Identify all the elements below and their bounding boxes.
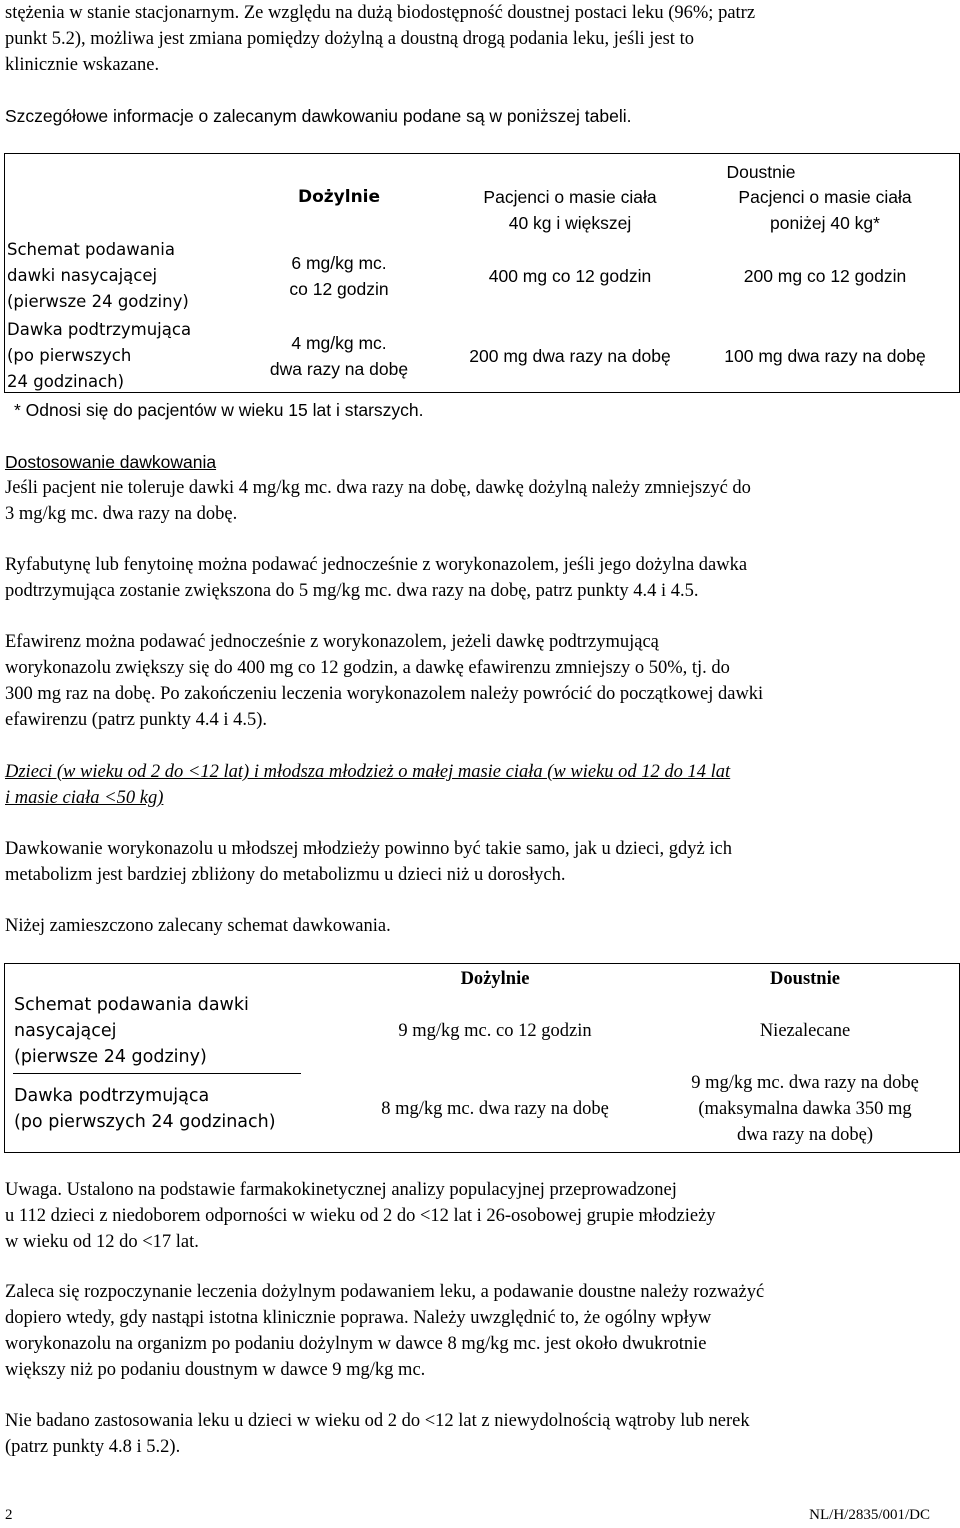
adjust-p3-line: Efawirenz można podawać jednocześnie z worykonazolem, jeżeli dawkę podtrzymującą xyxy=(5,632,659,652)
table1-row2-oral-40plus: 200 mg dwa razy na dobę xyxy=(469,346,671,366)
dosing-table-children xyxy=(4,963,960,1153)
adjust-p2-line: podtrzymująca zostanie zwiększona do 5 mg/kg mc. dwa razy na dobę, patrz punkty 4.4 i 4.5. xyxy=(5,581,699,601)
table1-row1-oral-40plus: 400 mg co 12 godzin xyxy=(488,266,652,286)
table1-head-under40-l2: poniżej 40 kg* xyxy=(770,213,880,233)
dosing-table-adults xyxy=(4,153,960,393)
table1-row2-oral-under40: 100 mg dwa razy na dobę xyxy=(724,346,926,366)
adjust-p3-line: worykonazolu zwiększy się do 400 mg co 12 godzin, a dawkę efawirenzu zmniejszy o 50%, tj. do xyxy=(5,658,730,678)
note1-line: Uwaga. Ustalono na podstawie farmakokinetycznej analizy populacyjnej przeprowadzonej xyxy=(5,1180,677,1200)
adjust-p3-line: efawirenzu (patrz punkty 4.4 i 4.5). xyxy=(5,710,267,730)
document-code: NL/H/2835/001/DC xyxy=(809,1507,930,1523)
table2-row1-label-l3: (pierwsze 24 godziny) xyxy=(14,1047,207,1067)
children-p1-line: Dawkowanie worykonazolu u młodszej młodzieży powinno być takie samo, jak u dzieci, gdyż ich xyxy=(5,839,732,859)
note3-line: (patrz punkty 4.8 i 5.2). xyxy=(5,1437,181,1457)
table1-row2-label-l2: (po pierwszych xyxy=(7,346,132,365)
table-intro-text: Szczegółowe informacje o zalecanym dawkowaniu podane są w poniższej tabeli. xyxy=(5,106,632,126)
table2-row1-label-l1: Schemat podawania dawki xyxy=(14,995,249,1015)
table1-row1-label-l1: Schemat podawania xyxy=(7,240,175,259)
page-number: 2 xyxy=(5,1507,13,1523)
adjust-p1-line: Jeśli pacjent nie toleruje dawki 4 mg/kg mc. dwa razy na dobę, dawkę dożylną należy zmniejszyć do xyxy=(5,478,751,498)
table1-head-oral: Doustnie xyxy=(726,162,796,182)
table2-row-divider xyxy=(13,1073,301,1074)
table1-head-under40-l1: Pacjenci o masie ciała xyxy=(738,187,912,207)
intro-line: punkt 5.2), możliwa jest zmiana pomiędzy dożylną a doustną drogą podania leku, jeśli jest to xyxy=(5,29,694,49)
note2-line: dopiero wtedy, gdy nastąpi istotna klinicznie poprawa. Należy uwzględnić to, że ogólny wpływ xyxy=(5,1308,712,1328)
note1-line: u 112 dzieci z niedoborem odporności w wieku od 2 do <12 lat i 26-osobowej grupie młodzieży xyxy=(5,1206,716,1226)
table1-row2-iv-l2: dwa razy na dobę xyxy=(269,359,409,379)
table1-head-40plus-l1: Pacjenci o masie ciała xyxy=(483,187,657,207)
table2-row1-oral: Niezalecane xyxy=(759,1021,851,1041)
intro-line: klinicznie wskazane. xyxy=(5,55,160,75)
table1-row1-oral-under40: 200 mg co 12 godzin xyxy=(743,266,907,286)
children-p1-line: metabolizm jest bardziej zbliżony do metabolizmu u dzieci niż u dorosłych. xyxy=(5,865,566,885)
children-p2: Niżej zamieszczono zalecany schemat dawkowania. xyxy=(5,916,391,936)
table2-row2-oral-l1: 9 mg/kg mc. dwa razy na dobę xyxy=(691,1073,919,1093)
adjust-p3-line: 300 mg raz na dobę. Po zakończeniu leczenia worykonazolem należy powrócić do początkowej dawki xyxy=(5,684,764,704)
note3-line: Nie badano zastosowania leku u dzieci w wieku od 2 do <12 lat z niewydolnością wątroby lub nerek xyxy=(5,1411,750,1431)
intro-line: stężenia w stanie stacjonarnym. Ze względu na dużą biodostępność doustnej postaci leku (96%; patrz xyxy=(5,3,756,23)
table1-row1-label-l2: dawki nasycającej xyxy=(7,266,158,285)
section-heading-adjustment: Dostosowanie dawkowania xyxy=(5,452,217,472)
table2-row2-label-l2: (po pierwszych 24 godzinach) xyxy=(14,1112,276,1132)
table1-row1-iv-l2: co 12 godzin xyxy=(289,279,389,299)
note1-line: w wieku od 12 do <17 lat. xyxy=(5,1232,199,1252)
table1-footnote: * Odnosi się do pacjentów w wieku 15 lat i starszych. xyxy=(14,400,424,420)
table1-row1-iv-l1: 6 mg/kg mc. xyxy=(291,253,387,273)
table1-row2-label-l3: 24 godzinach) xyxy=(7,372,125,391)
table1-head-40plus-l2: 40 kg i większej xyxy=(508,213,632,233)
table2-row2-oral-l3: dwa razy na dobę) xyxy=(736,1125,874,1145)
adjust-p1-line: 3 mg/kg mc. dwa razy na dobę. xyxy=(5,504,238,524)
table2-head-iv: Dożylnie xyxy=(460,969,530,989)
table1-head-iv: Dożylnie xyxy=(297,187,381,207)
note2-line: większy niż po podaniu doustnym w dawce 9 mg/kg mc. xyxy=(5,1360,426,1380)
section-heading-children: Dzieci (w wieku od 2 do <12 lat) i młodsza młodzież o małej masie ciała (w wieku od 12 do 14 lat xyxy=(5,762,731,782)
adjust-p2-line: Ryfabutynę lub fenytoinę można podawać jednocześnie z worykonazolem, jeśli jego dożylna dawka xyxy=(5,555,748,575)
table1-row2-label-l1: Dawka podtrzymująca xyxy=(7,320,192,339)
table2-row2-oral-l2: (maksymalna dawka 350 mg xyxy=(698,1099,912,1119)
table2-head-oral: Doustnie xyxy=(770,969,840,989)
table1-row1-label-l3: (pierwsze 24 godziny) xyxy=(7,292,189,311)
section-heading-children: i masie ciała <50 kg) xyxy=(5,788,164,808)
table2-row2-iv: 8 mg/kg mc. dwa razy na dobę xyxy=(381,1099,609,1119)
table2-row1-label-l2: nasycającej xyxy=(14,1021,117,1041)
note2-line: worykonazolu na organizm po podaniu dożylnym w dawce 8 mg/kg mc. jest około dwukrotnie xyxy=(5,1334,707,1354)
table2-row2-label-l1: Dawka podtrzymująca xyxy=(14,1086,210,1106)
table2-row1-iv: 9 mg/kg mc. co 12 godzin xyxy=(398,1021,592,1041)
note2-line: Zaleca się rozpoczynanie leczenia dożylnym podawaniem leku, a podawanie doustne należy rozważyć xyxy=(5,1282,765,1302)
table1-row2-iv-l1: 4 mg/kg mc. xyxy=(291,333,387,353)
